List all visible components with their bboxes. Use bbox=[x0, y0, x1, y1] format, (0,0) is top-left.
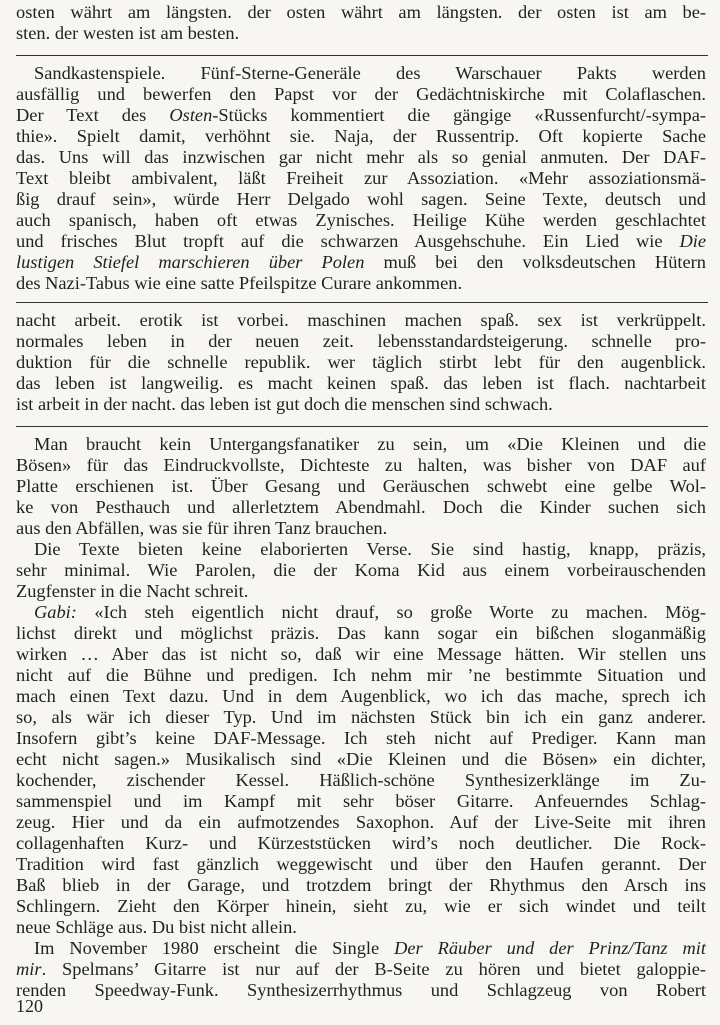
text-line: duktion für die schnelle republik. wer täglich stirbt lebt für den augenblick. bbox=[16, 352, 706, 372]
text-block-review-2 bbox=[16, 434, 706, 1001]
text-line: zeug. Hier und da ein aufmotzendes Saxophon. Auf der Live-Seite mit ihren bbox=[16, 812, 706, 832]
text-line: ke von Pesthauch und allerletztem Abendmahl. Doch die Kinder suchen sich bbox=[16, 497, 706, 517]
text-line: des Nazi-Tabus wie eine satte Pfeilspitze Curare ankommen. bbox=[16, 273, 463, 293]
text-run: -Stücks kommentiert die gängige «Russenfurcht/-sympa- bbox=[212, 105, 706, 125]
text-line: Schlingern. Zieht den Körper hinein, sieht zu, wie er sich windet und teilt bbox=[16, 896, 706, 916]
text-line: Platte erschienen ist. Über Gesang und Geräuschen schwebt eine gelbe Wol- bbox=[16, 476, 706, 496]
text-line: osten währt am längsten. der osten währt am längsten. der osten ist am be- bbox=[16, 2, 706, 22]
text-line bbox=[16, 959, 706, 980]
text-block-lyrics-2 bbox=[16, 310, 706, 415]
text-line: Tradition wird fast gänzlich weggewischt und über den Haufen gerannt. Der bbox=[16, 854, 706, 874]
text-line: so, als wär ich dieser Typ. Und im nächsten Stück bin ich ein ganz anderer. bbox=[16, 707, 706, 727]
text-line: Baß blieb in der Garage, und trotzdem bringt der Rhythmus den Arsch ins bbox=[16, 875, 706, 895]
text-line: lichst direkt und möglichst präzis. Das kann sogar ein bißchen sloganmäßig bbox=[16, 623, 706, 643]
text-run: . Spelmans’ Gitarre ist nur auf der B-Seite zu hören und bietet galoppie- bbox=[41, 959, 706, 979]
text-line: aus den Abfällen, was sie für ihren Tanz brauchen. bbox=[16, 518, 388, 538]
italic-title: mir bbox=[16, 959, 42, 979]
text-line: sammenspiel und im Kampf mit sehr böser Gitarre. Anfeuerndes Schlag- bbox=[16, 791, 706, 811]
text-line: sten. der westen ist am besten. bbox=[16, 23, 240, 43]
text-line bbox=[16, 938, 706, 959]
text-line: collagenhaften Kurz- und Kürzeststücken wird’s noch deutlicher. Die Rock- bbox=[16, 833, 706, 853]
text-line: ausfällig und bewerfen den Papst vor der Gedächtniskirche mit Colaflaschen. bbox=[16, 84, 706, 104]
text-line: sehr minimal. Wie Parolen, die der Koma Kid aus einem vorbeirauschenden bbox=[16, 560, 706, 580]
page-number: 120 bbox=[16, 996, 43, 1016]
text-line: nacht arbeit. erotik ist vorbei. maschinen machen spaß. sex ist verkrüppelt. bbox=[16, 310, 706, 330]
text-run: muß bei den volksdeutschen Hütern bbox=[364, 252, 706, 272]
text-line: mach einen Text dazu. Und in dem Augenblick, wo ich das mache, sprech ich bbox=[16, 686, 706, 706]
text-line: Text bleibt ambivalent, läßt Freiheit zur Assoziation. «Mehr assoziationsmä- bbox=[16, 168, 706, 188]
text-line: normales leben in der neuen zeit. lebensstandardsteigerung. schnelle pro- bbox=[16, 331, 706, 351]
text-block-review-1 bbox=[16, 63, 706, 294]
text-line: kochender, zischender Kessel. Häßlich-schöne Synthesizerklänge im Zu- bbox=[16, 770, 706, 790]
text-run: und frisches Blut tropft auf die schwarzen Ausgehschuhe. Ein Lied wie bbox=[16, 231, 680, 251]
text-line: wirken … Aber das ist nicht so, daß wir eine Message hätten. Wir stellen uns bbox=[16, 644, 706, 664]
text-line: nicht auf die Bühne und predigen. Ich nehm mir ’ne bestimmte Situation und bbox=[16, 665, 706, 685]
text-run: Der Text des bbox=[16, 105, 170, 125]
text-line bbox=[16, 105, 706, 126]
text-run: Im November 1980 erscheint die Single bbox=[34, 938, 395, 958]
text-line: das leben ist langweilig. es macht keinen spaß. das leben ist flach. nachtarbeit bbox=[16, 373, 706, 393]
italic-title: Die bbox=[679, 231, 706, 251]
text-line: ist arbeit in der nacht. das leben ist gut doch die menschen sind schwach. bbox=[16, 394, 553, 414]
italic-title: Gabi: bbox=[34, 602, 77, 622]
italic-title: Der Räuber und der Prinz/Tanz mit bbox=[394, 938, 706, 958]
text-line bbox=[16, 602, 706, 623]
text-line: das. Uns will das inzwischen gar nicht mehr als so genial anmuten. Der DAF- bbox=[16, 147, 706, 167]
text-line bbox=[16, 252, 706, 273]
text-line: ßig drauf sein», würde Herr Delgado wohl sagen. Seine Texte, deutsch und bbox=[16, 189, 706, 209]
italic-title: lustigen Stiefel marschieren über Polen bbox=[16, 252, 365, 272]
divider-rule bbox=[16, 426, 708, 427]
text-line: echt nicht sagen.» Musikalisch sind «Die Kleinen und die Bösen» ein dichter, bbox=[16, 749, 706, 769]
italic-title: Osten bbox=[169, 105, 213, 125]
text-line: neue Schläge aus. Du bist nicht allein. bbox=[16, 917, 297, 937]
text-line: Man braucht kein Untergangsfanatiker zu sein, um «Die Kleinen und die bbox=[34, 434, 706, 454]
text-line: renden Speedway-Funk. Synthesizerrhythmus und Schlagzeug von Robert bbox=[16, 980, 706, 1000]
text-run: «Ich steh eigentlich nicht drauf, so große Worte zu machen. Mög- bbox=[76, 602, 706, 622]
text-line: Zugfenster in die Nacht schreit. bbox=[16, 581, 249, 601]
text-line: Bösen» für das Eindruckvollste, Dichteste zu halten, was bisher von DAF auf bbox=[16, 455, 706, 475]
text-line: Die Texte bieten keine elaborierten Verse. Sie sind hastig, knapp, präzis, bbox=[34, 539, 706, 559]
divider-rule bbox=[16, 302, 708, 303]
text-line: thie». Spielt damit, verhöhnt sie. Naja, der Russentrip. Oft kopierte Sache bbox=[16, 126, 706, 146]
text-line: Insofern gibt’s keine DAF-Message. Ich steh nicht auf Prediger. Kann man bbox=[16, 728, 706, 748]
text-block-lyrics-1 bbox=[16, 2, 706, 44]
text-line bbox=[16, 231, 706, 252]
text-line: auch spanisch, haben oft etwas Zynisches. Heilige Kühe werden geschlachtet bbox=[16, 210, 706, 230]
text-line: Sandkastenspiele. Fünf-Sterne-Generäle des Warschauer Pakts werden bbox=[34, 63, 706, 83]
divider-rule bbox=[16, 55, 708, 56]
